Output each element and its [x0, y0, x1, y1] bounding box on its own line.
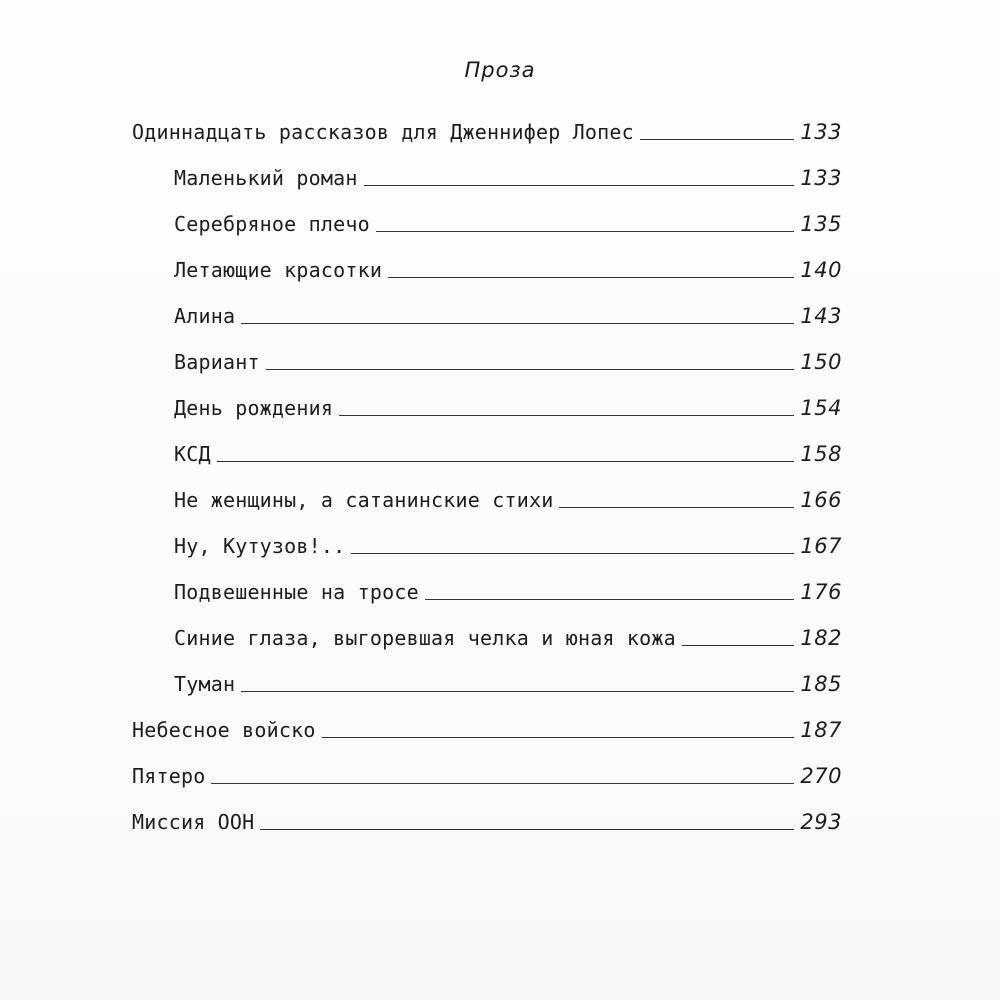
toc-page-number: 293 — [800, 810, 842, 834]
toc-page-number: 133 — [800, 120, 842, 144]
toc-leader-line — [682, 645, 795, 646]
toc-page-number: 185 — [800, 672, 842, 696]
toc-page-number: 166 — [800, 488, 842, 512]
section-heading: Проза — [464, 58, 536, 82]
toc-page-number: 133 — [800, 166, 842, 190]
toc-leader-line — [364, 185, 795, 186]
toc-page-number: 182 — [800, 626, 842, 650]
toc-entry-title: Летающие красотки — [174, 258, 383, 282]
toc-leader-line — [351, 553, 794, 554]
toc-leader-line — [559, 507, 794, 508]
toc-subentry — [174, 572, 842, 604]
toc-page-number: 135 — [800, 212, 842, 236]
toc-entry — [132, 802, 842, 834]
toc-entry-title: Маленький роман — [174, 166, 358, 190]
toc-leader-line — [322, 737, 795, 738]
toc-entry-title: Туман — [174, 672, 236, 696]
toc-leader-line — [211, 783, 794, 784]
toc-entry-title: Вариант — [174, 350, 260, 374]
toc-subentry — [174, 388, 842, 420]
toc-subentry — [174, 618, 842, 650]
toc-subentry — [174, 664, 842, 696]
toc-entry-title: Пятеро — [132, 764, 206, 788]
toc-page-number: 176 — [800, 580, 842, 604]
toc-leader-line — [376, 231, 795, 232]
toc-leader-line — [266, 369, 795, 370]
toc-leader-line — [241, 323, 794, 324]
toc-subentry — [174, 250, 842, 282]
toc-subentry — [174, 204, 842, 236]
toc-entry-title: Серебряное плечо — [174, 212, 370, 236]
toc-page-number: 158 — [800, 442, 842, 466]
toc-page-number: 140 — [800, 258, 842, 282]
toc-entry-title: Алина — [174, 304, 236, 328]
toc-subentry — [174, 342, 842, 374]
toc-entry-title: Небесное войско — [132, 718, 316, 742]
toc-page-number: 187 — [800, 718, 842, 742]
toc-leader-line — [425, 599, 795, 600]
toc-entry-title: Миссия ООН — [132, 810, 255, 834]
toc-entry-title: Синие глаза, выгоревшая челка и юная кожа — [174, 626, 676, 650]
toc-page-number: 167 — [800, 534, 842, 558]
toc-leader-line — [217, 461, 795, 462]
toc-subentry — [174, 480, 842, 512]
toc-entry — [132, 710, 842, 742]
toc-entry-title: Одиннадцать рассказов для Дженнифер Лопес — [132, 120, 634, 144]
toc-page-number: 270 — [800, 764, 842, 788]
toc-entry-title: Не женщины, а сатанинские стихи — [174, 488, 554, 512]
toc-leader-line — [241, 691, 794, 692]
toc-leader-line — [388, 277, 794, 278]
toc-leader-line — [339, 415, 794, 416]
toc-subentry — [174, 296, 842, 328]
toc-subentry — [174, 434, 842, 466]
toc-leader-line — [640, 139, 795, 140]
toc-subentry — [174, 526, 842, 558]
toc-page-number: 154 — [800, 396, 842, 420]
toc-page-number: 150 — [800, 350, 842, 374]
toc-subentry — [174, 158, 842, 190]
toc-entry — [132, 112, 842, 144]
toc-page-number: 143 — [800, 304, 842, 328]
toc-entry-title: КСД — [174, 442, 211, 466]
toc-entry — [132, 756, 842, 788]
toc-entry-title: День рождения — [174, 396, 334, 420]
toc-entry-title: Подвешенные на тросе — [174, 580, 419, 604]
toc-leader-line — [260, 829, 794, 830]
toc-entry-title: Ну, Кутузов!.. — [174, 534, 346, 558]
